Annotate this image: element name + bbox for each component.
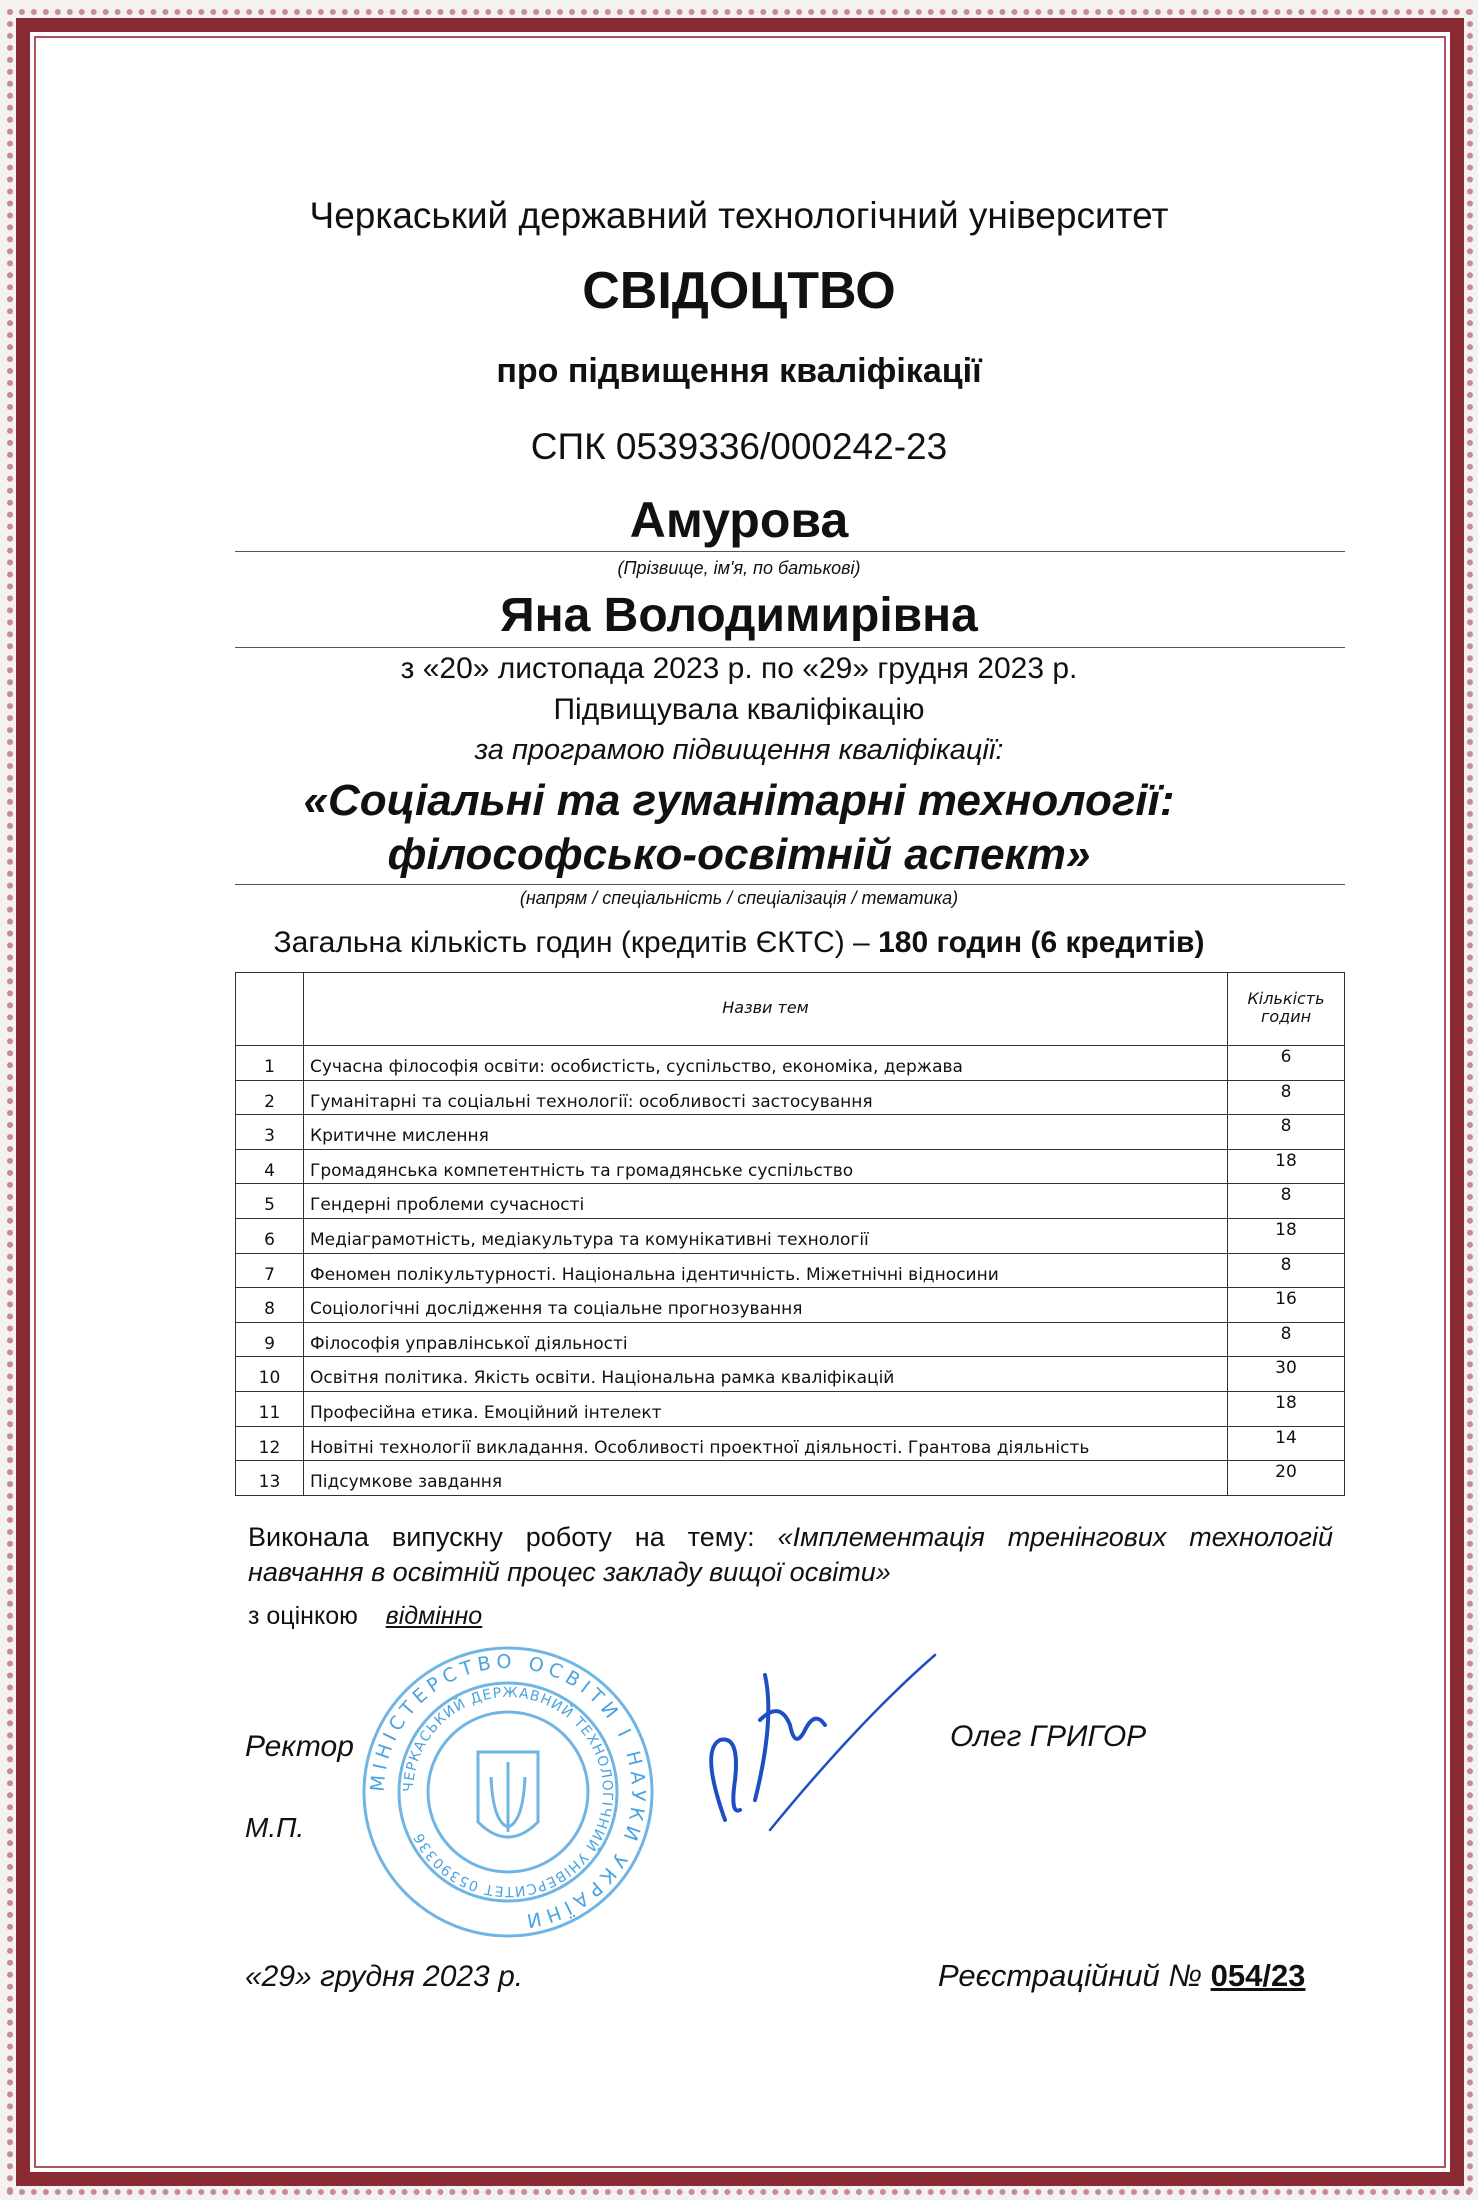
row-number: 3 (236, 1115, 304, 1150)
row-number: 7 (236, 1253, 304, 1288)
grade-value: відмінно (385, 1602, 483, 1630)
row-hours: 8 (1228, 1080, 1345, 1115)
thesis-line1 (248, 1522, 1333, 1553)
document-title: СВІДОЦТВО (582, 262, 896, 320)
document-subtitle: про підвищення кваліфікації (496, 352, 982, 390)
row-hours: 20 (1228, 1461, 1345, 1496)
row-number: 6 (236, 1218, 304, 1253)
seal-label: М.П. (245, 1812, 305, 1843)
row-number: 1 (236, 1046, 304, 1081)
table-row (236, 1253, 1345, 1288)
rector-label: Ректор (245, 1730, 354, 1763)
total-hours (0, 926, 1478, 961)
university-stamp (358, 1642, 658, 1942)
row-number: 2 (236, 1080, 304, 1115)
row-topic: Філософія управлінської діяльності (304, 1322, 1228, 1357)
table-row (236, 1080, 1345, 1115)
name-caption: (Прізвище, ім'я, по батькові) (617, 558, 861, 578)
row-number: 13 (236, 1461, 304, 1496)
program-title-line2: філософсько-освітній аспект» (387, 830, 1091, 879)
row-hours: 14 (1228, 1426, 1345, 1461)
program-caption: (напрям / спеціальність / спеціалізація / тематика) (519, 888, 959, 908)
row-topic: Гуманітарні та соціальні технології: особливості застосування (304, 1080, 1228, 1115)
header-number (236, 973, 304, 1046)
total-hours-value: 180 годин (6 кредитів) (878, 926, 1205, 959)
row-number: 4 (236, 1149, 304, 1184)
row-hours: 6 (1228, 1046, 1345, 1081)
row-topic: Новітні технології викладання. Особливості проектної діяльності. Грантова діяльність (304, 1426, 1228, 1461)
row-hours: 8 (1228, 1322, 1345, 1357)
row-hours: 8 (1228, 1184, 1345, 1219)
row-hours: 8 (1228, 1253, 1345, 1288)
row-number: 8 (236, 1288, 304, 1323)
total-hours-label: Загальна кількість годин (кредитів ЄКТС) – (273, 926, 870, 959)
row-topic: Критичне мислення (304, 1115, 1228, 1150)
row-topic: Гендерні проблеми сучасності (304, 1184, 1228, 1219)
row-hours: 16 (1228, 1288, 1345, 1323)
row-topic: Соціологічні дослідження та соціальне прогнозування (304, 1288, 1228, 1323)
table-row (236, 1046, 1345, 1081)
row-hours: 8 (1228, 1115, 1345, 1150)
stamp-outer-text: МІНІСТЕРСТВО ОСВІТИ І НАУКИ УКРАЇНИ (366, 1650, 650, 1933)
table-row (236, 1288, 1345, 1323)
divider (235, 647, 1345, 648)
row-number: 12 (236, 1426, 304, 1461)
row-topic: Громадянська компетентність та громадянське суспільство (304, 1149, 1228, 1184)
row-topic: Професійна етика. Емоційний інтелект (304, 1391, 1228, 1426)
row-hours: 18 (1228, 1218, 1345, 1253)
table-row (236, 1184, 1345, 1219)
grade-label: з оцінкою (248, 1602, 358, 1630)
thesis-label: Виконала випускну роботу на тему: (248, 1522, 755, 1552)
table-row (236, 1218, 1345, 1253)
rector-name: Олег ГРИГОР (950, 1720, 1147, 1753)
row-hours: 18 (1228, 1149, 1345, 1184)
issue-date: «29» грудня 2023 р. (245, 1960, 524, 1993)
grade-row (248, 1602, 482, 1631)
row-number: 10 (236, 1357, 304, 1392)
registration-label: Реєстраційний № (938, 1958, 1202, 1993)
certificate-number: СПК 0539336/000242-23 (530, 426, 948, 467)
row-topic: Освітня політика. Якість освіти. Національна рамка кваліфікацій (304, 1357, 1228, 1392)
row-hours: 30 (1228, 1357, 1345, 1392)
rector-signature (680, 1630, 940, 1860)
row-topic: Сучасна філософія освіти: особистість, суспільство, економіка, держава (304, 1046, 1228, 1081)
given-names: Яна Володимирівна (500, 589, 978, 642)
surname: Амурова (629, 492, 849, 548)
table-row (236, 1357, 1345, 1392)
table-row (236, 1149, 1345, 1184)
topics-table (235, 972, 1345, 1496)
thesis-title-1: «Імплементація тренінгових технологій (777, 1522, 1333, 1552)
divider (235, 551, 1345, 552)
university-name: Черкаський державний технологічний університет (309, 195, 1169, 236)
row-topic: Підсумкове завдання (304, 1461, 1228, 1496)
table-row (236, 1426, 1345, 1461)
row-number: 9 (236, 1322, 304, 1357)
row-number: 5 (236, 1184, 304, 1219)
header-hours: Кількість годин (1228, 973, 1345, 1046)
program-intro: за програмою підвищення кваліфікації: (474, 734, 1004, 766)
table-row (236, 1391, 1345, 1426)
table-row (236, 1461, 1345, 1496)
row-topic: Феномен полікультурності. Національна ідентичність. Міжетнічні відносини (304, 1253, 1228, 1288)
registration-number: 054/23 (1210, 1958, 1306, 1993)
table-row (236, 1115, 1345, 1150)
header-topics: Назви тем (304, 973, 1228, 1046)
row-number: 11 (236, 1391, 304, 1426)
registration (938, 1958, 1305, 1994)
study-dates: з «20» листопада 2023 р. по «29» грудня 2023 р. (400, 652, 1078, 685)
table-row (236, 1322, 1345, 1357)
thesis-title-2: навчання в освітній процес закладу вищої освіти» (248, 1557, 891, 1587)
divider (235, 884, 1345, 885)
row-topic: Медіаграмотність, медіакультура та комунікативні технології (304, 1218, 1228, 1253)
stamp-inner-text: ЧЕРКАСЬКИЙ ДЕРЖАВНИЙ ТЕХНОЛОГІЧНИЙ УНІВЕРСИТЕТ 05390336 (400, 1684, 616, 1900)
program-title-line1: «Соціальні та гуманітарні технології: (303, 776, 1175, 825)
status-text: Підвищувала кваліфікацію (553, 693, 925, 726)
row-hours: 18 (1228, 1391, 1345, 1426)
